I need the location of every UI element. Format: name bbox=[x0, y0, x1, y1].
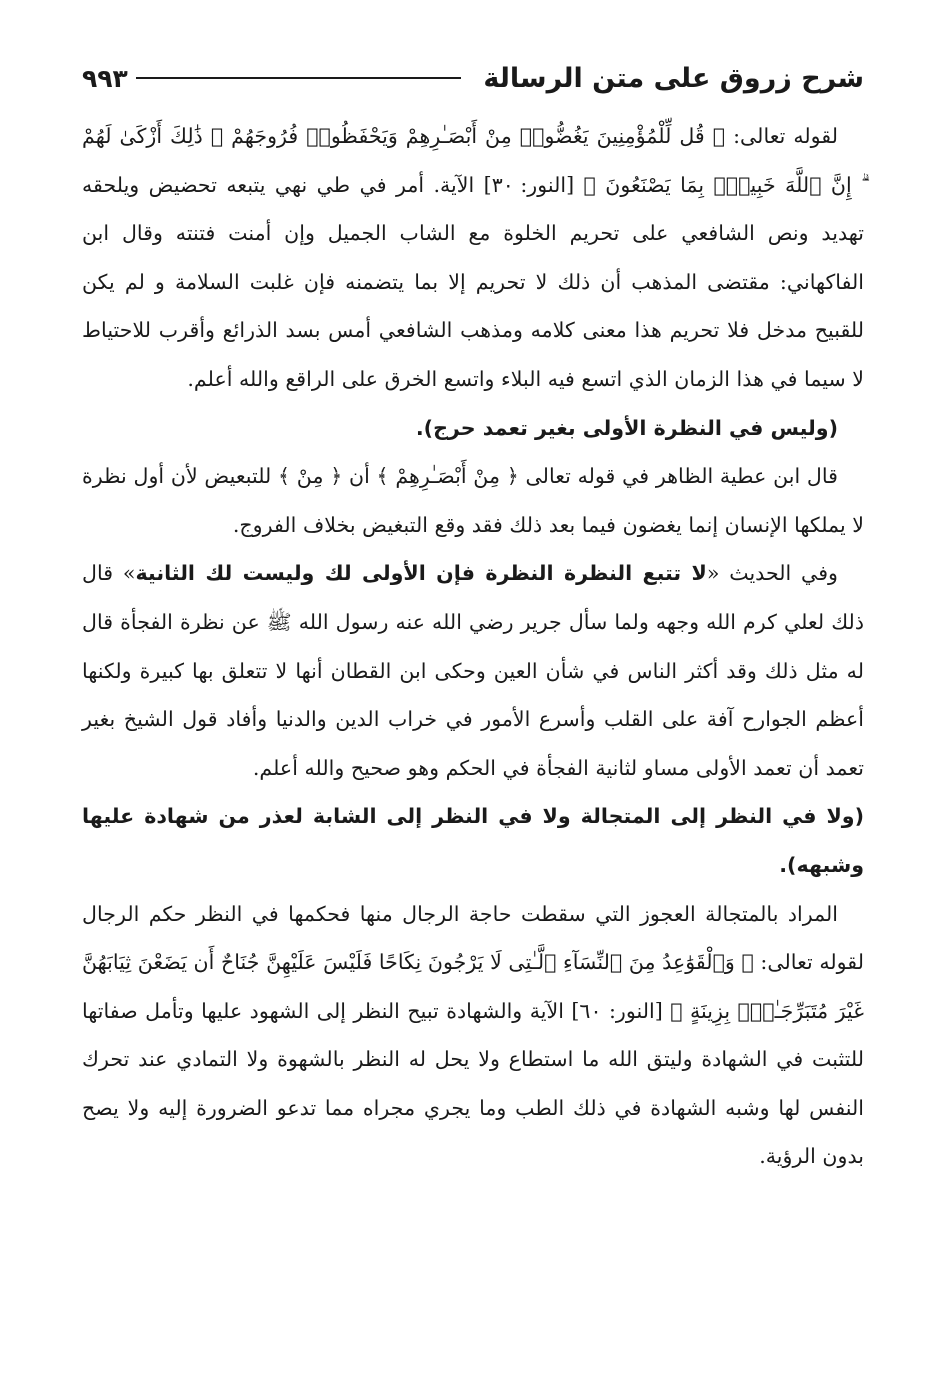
hadith-quote: لا تتبع النظرة النظرة فإن الأولى لك وليست لك الثانية bbox=[135, 561, 707, 586]
heading-elderly-woman: (ولا في النظر إلى المتجالة ولا في النظر إلى الشابة لعذر من شهادة عليها وشبهه). bbox=[82, 804, 864, 877]
page-header bbox=[82, 52, 864, 104]
paragraph-4: المراد بالمتجالة العجوز التي سقطت حاجة الرجال منها فحكمها في النظر حكم الرجال لقوله تعالى: ﴿ وَٱلْقَوَٰعِدُ مِنَ ٱلنِّسَآءِ ٱلَّـٰتِى لَا يَرْجُونَ نِكَاحًا فَلَيْسَ عَلَيْهِنَّ جُنَاحٌ أَن يَضَعْنَ ثِيَابَهُنَّ غَيْرَ مُتَبَرِّجَـٰتٍۭ بِزِينَةٍ ﴾ [النور: ٦٠] الآية والشهادة تبيح النظر إلى الشهود عليها وتأمل صفاتها للتثبت في الشهادة وليتق الله ما استطاع ولا يحل له النظر بالشهوة ولا التمادي عند تحرك النفس لها وشبه الشهادة في ذلك الطب وما يجري مجراه مما تدعو الضرورة إليه ولا يصح بدون الرؤية. bbox=[82, 901, 864, 1169]
paragraph-3-start: وفي الحديث « bbox=[706, 561, 838, 586]
paragraph-3 bbox=[82, 549, 864, 792]
paragraph-2: قال ابن عطية الظاهر في قوله تعالى ﴿ مِنْ أَبْصَـٰرِهِمْ ﴾ أن ﴿ مِنْ ﴾ للتبعيض لأن أول نظرة لا يملكها الإنسان إنما يغضون فيما بعد ذلك فقد وقع التبغيض بخلاف الفروج. bbox=[82, 464, 864, 537]
paragraph-1: لقوله تعالى: ﴿ قُل لِّلْمُؤْمِنِينَ يَغُضُّوا۟ مِنْ أَبْصَـٰرِهِمْ وَيَحْفَظُوا۟ فُرُوجَهُمْ ۚ ذَٰلِكَ أَزْكَىٰ لَهُمْ ۗ إِنَّ ٱللَّهَ خَبِيرٌۢ بِمَا يَصْنَعُونَ ﴾ [النور: ٣٠] الآية. أمر في طي نهي يتبعه تحضيض ويلحقه تهديد ونص الشافعي على تحريم الخلوة مع الشاب الجميل وإن أمنت فتنته وقال ابن الفاكهاني: مقتضى المذهب أن ذلك لا تحريم إلا بما يتضمنه فإن غلبت السلامة و لم يكن للقبيح مدخل فلا تحريم هذا معنى كلامه ومذهب الشافعي أمس بسد الذرائع وأقرب للاحتياط لا سيما في هذا الزمان الذي اتسع فيه البلاء واتسع الخرق على الراقع والله أعلم. bbox=[82, 124, 865, 391]
header-rule bbox=[136, 77, 462, 79]
page-body bbox=[82, 112, 864, 1181]
running-title: شرح زروق على متن الرسالة bbox=[483, 62, 864, 94]
page-number: ٩٩٣ bbox=[82, 63, 128, 93]
paragraph-3-rest: » قال ذلك لعلي كرم الله وجهه ولما سأل جرير رضي الله عنه رسول الله ﷺ عن نظرة الفجأة قال له مثل ذلك وقد أكثر الناس في شأن العين وحكى ابن القطان أنها لا تتعلق بها كبيرة ولكنها أعظم الجوارح آفة على القلب وأسرع الأمور في خراب الدين والدنيا وأفاد قول الشيخ بغير تعمد أن تعمد الأولى مساو لثانية الفجأة في الحكم وهو صحيح والله أعلم. bbox=[82, 561, 864, 780]
heading-first-glance: (وليس في النظرة الأولى بغير تعمد حرج). bbox=[415, 415, 838, 440]
